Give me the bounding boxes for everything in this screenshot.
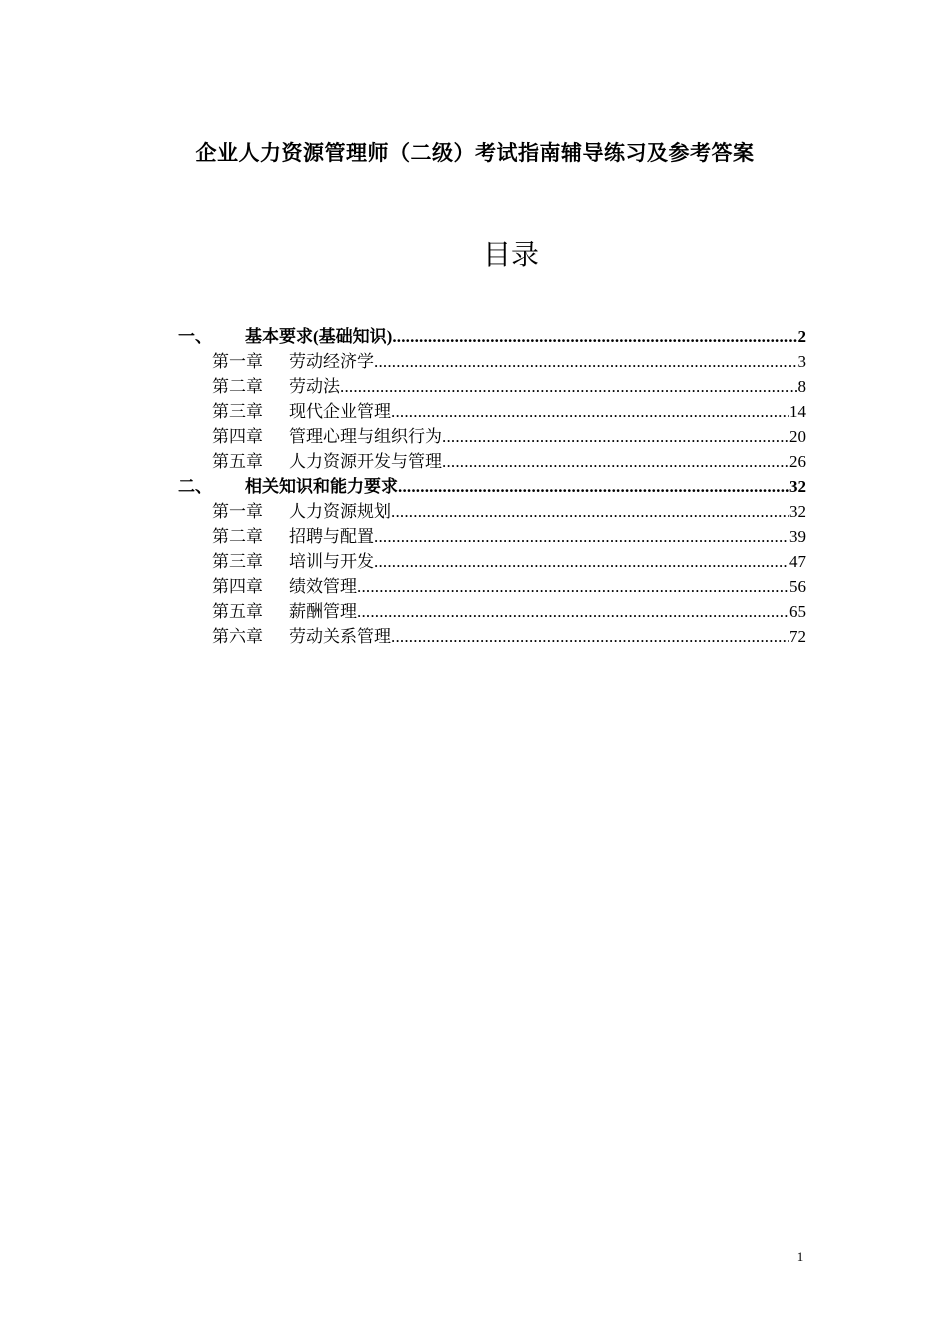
toc-entry-page: 32 (789, 502, 806, 521)
dot-leader (374, 349, 798, 374)
toc-entry-page: 72 (789, 627, 806, 646)
dot-leader (391, 399, 789, 424)
toc-entry-chapter[interactable] (178, 399, 806, 424)
toc-entry-chapter[interactable] (178, 574, 806, 599)
toc-entry-label: 人力资源规划 (289, 502, 391, 521)
toc-entry-chapter[interactable] (178, 549, 806, 574)
toc-entry-chapter[interactable] (178, 374, 806, 399)
toc-entry-label: 招聘与配置 (289, 527, 374, 546)
toc-entry-chapter[interactable] (178, 424, 806, 449)
toc-entry-label: 绩效管理 (289, 577, 357, 596)
toc-entry-page: 56 (789, 577, 806, 596)
toc-entry-chapter[interactable] (178, 524, 806, 549)
toc-entry-number: 第四章 (212, 577, 263, 596)
page-number: 1 (796, 1249, 804, 1264)
toc-entry-page: 14 (789, 402, 806, 421)
dot-leader (374, 524, 789, 549)
toc-entry-label: 人力资源开发与管理 (289, 452, 442, 471)
document-title: 企业人力资源管理师（二级）考试指南辅导练习及参考答案 (195, 141, 755, 165)
toc-entry-page: 3 (797, 352, 806, 371)
toc-entry-chapter[interactable] (178, 599, 806, 624)
dot-leader (357, 574, 789, 599)
toc-entry-label: 现代企业管理 (289, 402, 391, 421)
table-of-contents (178, 324, 806, 649)
toc-entry-label: 管理心理与组织行为 (289, 427, 442, 446)
toc-entry-number: 第五章 (212, 602, 263, 621)
toc-entry-chapter[interactable] (178, 499, 806, 524)
toc-entry-chapter[interactable] (178, 449, 806, 474)
toc-entry-label: 劳动关系管理 (289, 627, 391, 646)
toc-entry-chapter[interactable] (178, 624, 806, 649)
toc-entry-number: 第一章 (212, 352, 263, 371)
toc-entry-label: 薪酬管理 (289, 602, 357, 621)
toc-entry-label: 基本要求(基础知识) (245, 327, 393, 346)
toc-entry-number: 第一章 (212, 502, 263, 521)
toc-entry-number: 一、 (178, 327, 212, 346)
toc-entry-label: 培训与开发 (289, 552, 374, 571)
toc-entry-label: 劳动经济学 (289, 352, 374, 371)
dot-leader (391, 499, 789, 524)
toc-entry-number: 二、 (178, 477, 212, 496)
dot-leader (398, 474, 789, 499)
dot-leader (391, 624, 789, 649)
dot-leader (442, 449, 789, 474)
toc-entry-number: 第五章 (212, 452, 263, 471)
toc-heading: 目录 (482, 240, 539, 271)
toc-entry-number: 第二章 (212, 377, 263, 396)
toc-entry-page: 8 (797, 377, 806, 396)
dot-leader (442, 424, 789, 449)
toc-entry-number: 第三章 (212, 552, 263, 571)
toc-entry-section-2[interactable] (178, 474, 806, 499)
dot-leader (357, 599, 789, 624)
toc-entry-number: 第四章 (212, 427, 263, 446)
toc-entry-page: 20 (789, 427, 806, 446)
toc-entry-section-1[interactable] (178, 324, 806, 349)
toc-entry-page: 65 (789, 602, 806, 621)
dot-leader (340, 374, 798, 399)
toc-entry-page: 26 (789, 452, 806, 471)
dot-leader (374, 549, 789, 574)
toc-entry-label: 相关知识和能力要求 (245, 477, 398, 496)
toc-entry-page: 2 (797, 327, 806, 346)
toc-entry-number: 第六章 (212, 627, 263, 646)
toc-entry-number: 第三章 (212, 402, 263, 421)
toc-entry-page: 39 (789, 527, 806, 546)
toc-entry-chapter[interactable] (178, 349, 806, 374)
toc-entry-number: 第二章 (212, 527, 263, 546)
toc-entry-page: 32 (789, 477, 806, 496)
dot-leader (392, 324, 797, 349)
toc-entry-page: 47 (789, 552, 806, 571)
toc-entry-label: 劳动法 (289, 377, 340, 396)
